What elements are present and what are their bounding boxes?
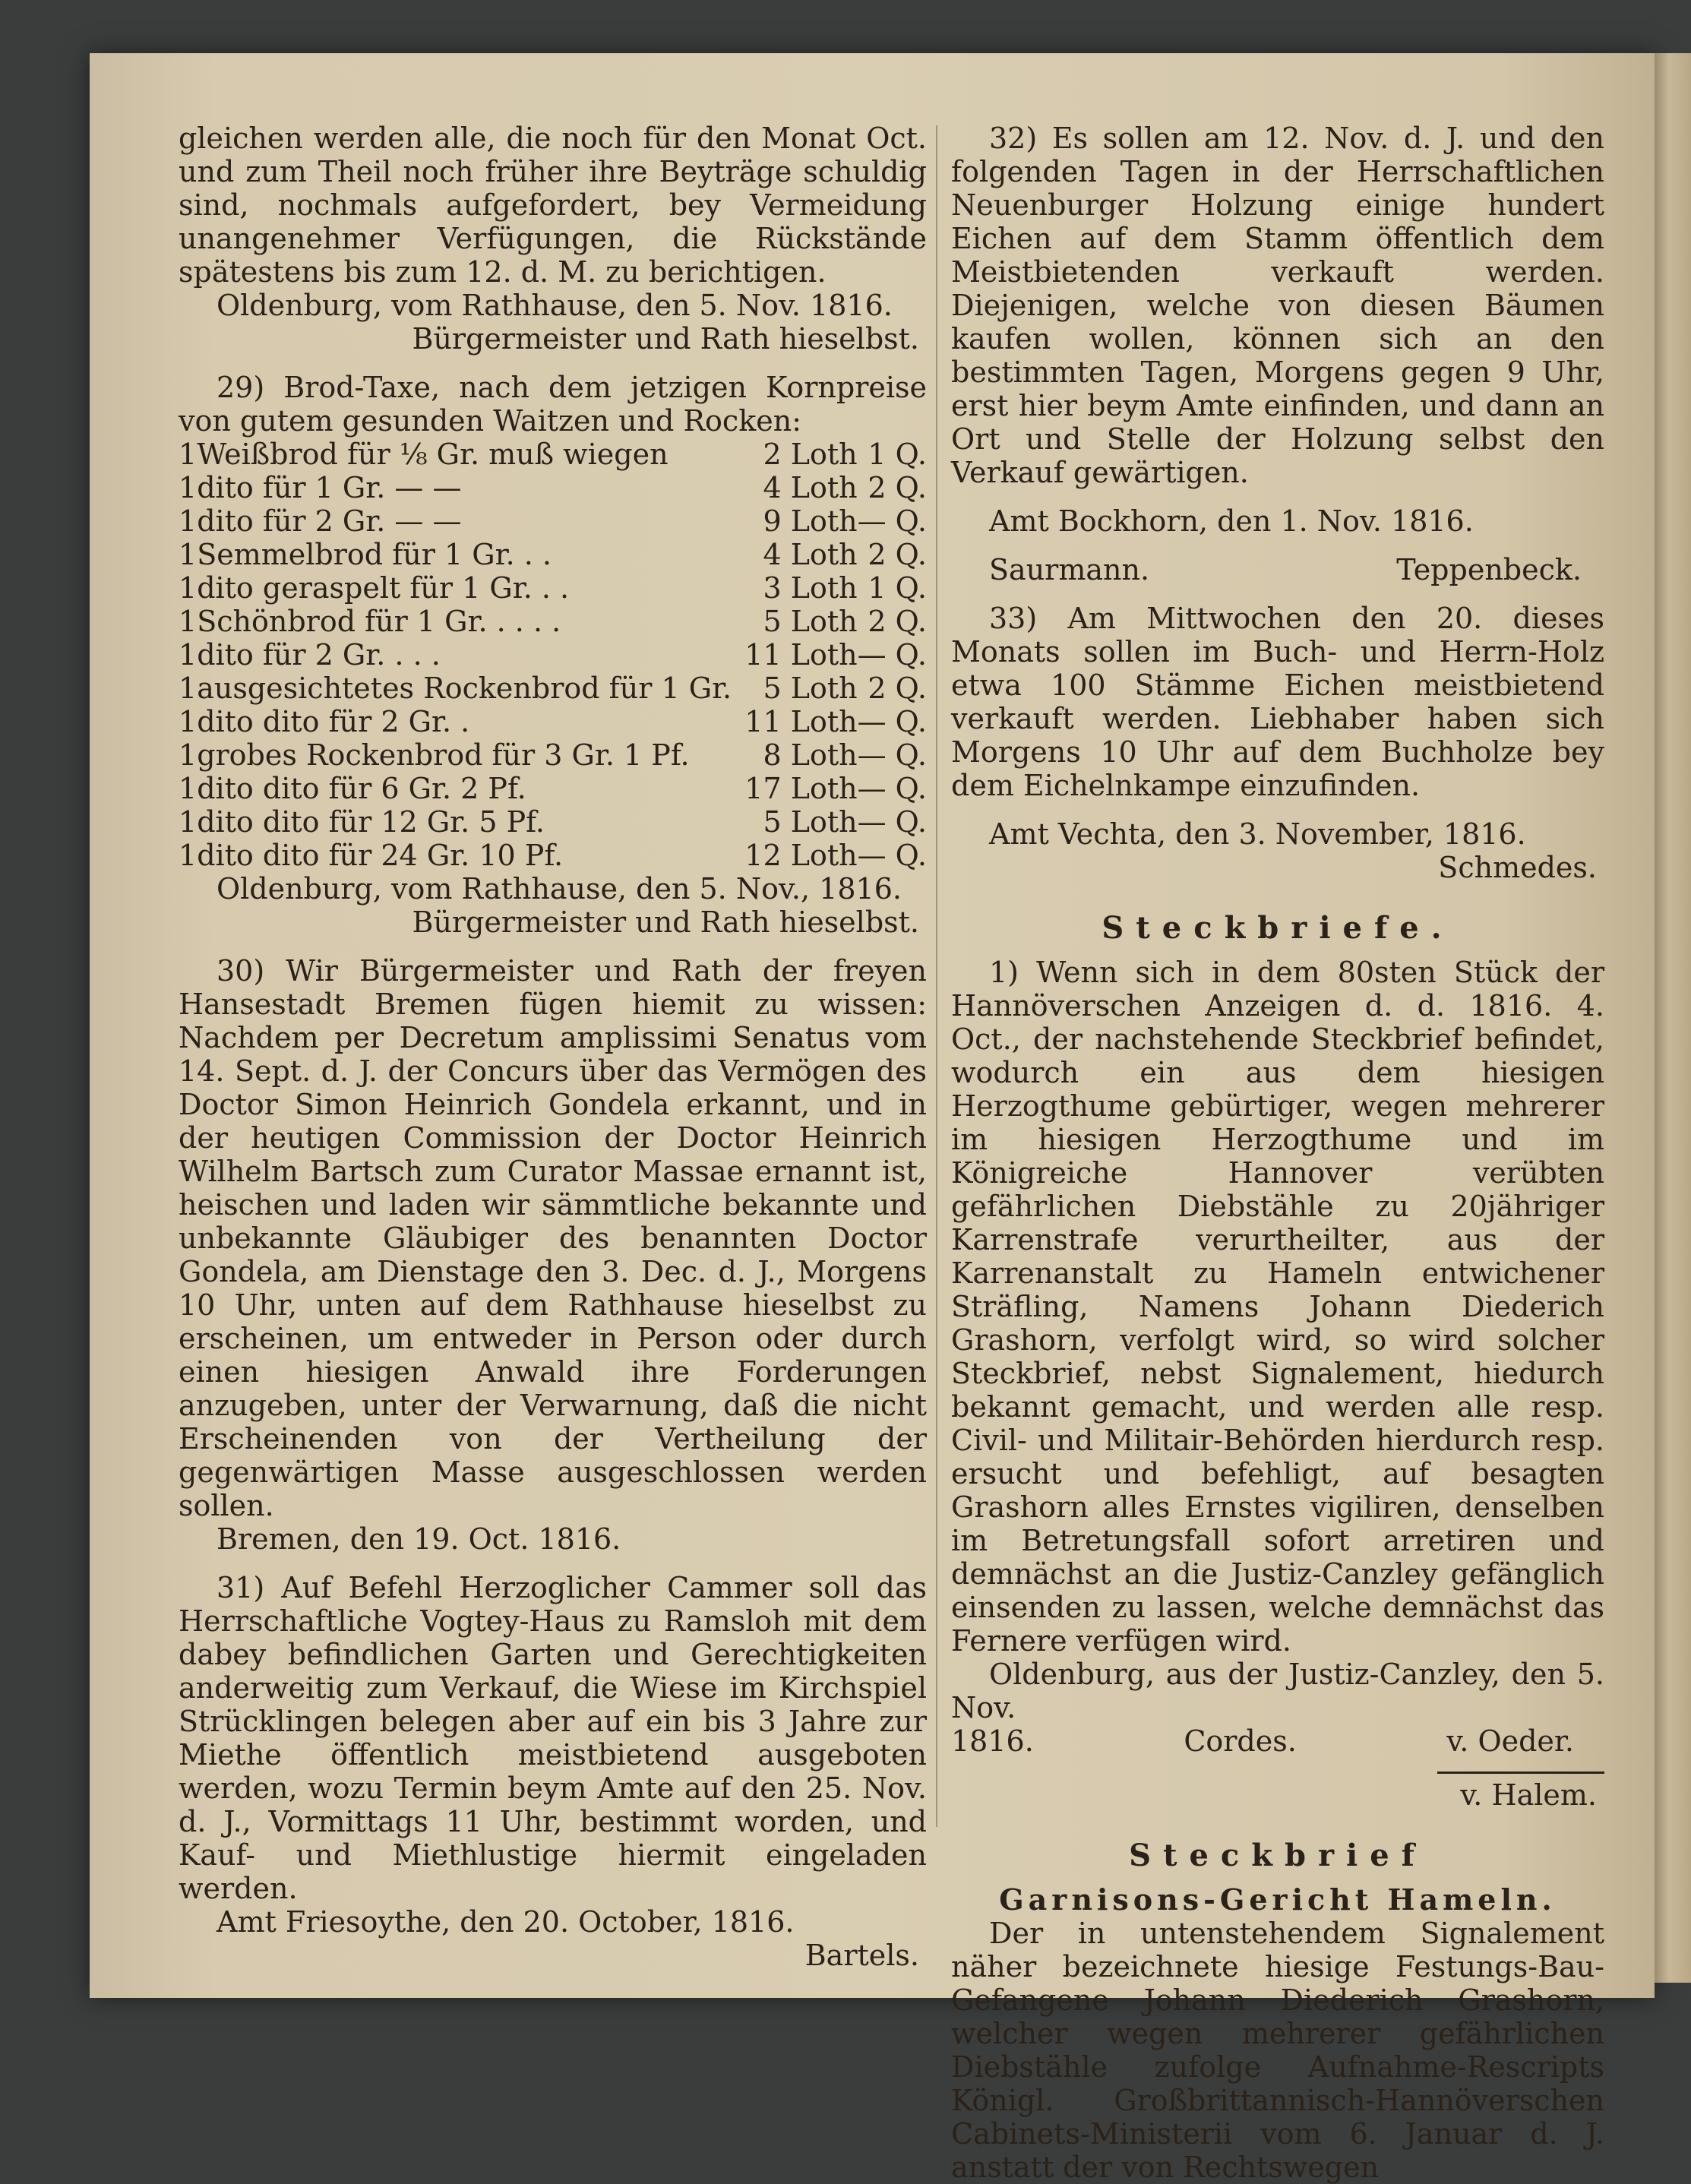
notice-bremen-date: Bremen, den 19. Oct. 1816. (217, 1522, 621, 1556)
bread-count: 1 (179, 772, 198, 805)
notice-contributions-date: Oldenburg, vom Rathhause, den 5. Nov. 1816. (217, 289, 893, 322)
bread-weight: 8 Loth (763, 738, 858, 772)
bread-item: dito dito für 6 Gr. 2 Pf. (197, 772, 526, 805)
bread-item: dito für 1 Gr. — — (197, 471, 462, 504)
bread-tax-row (179, 438, 927, 471)
notice-neuenburg-date: Amt Bockhorn, den 1. Nov. 1816. (989, 504, 1474, 538)
bread-tax-row (179, 638, 927, 672)
bread-item: grobes Rockenbrod für 3 Gr. 1 Pf. (197, 738, 690, 772)
bread-weight: 3 Loth (763, 571, 858, 605)
bread-quentchen: — Q. (857, 772, 927, 805)
warrant-grashorn-signatures (951, 1724, 1604, 1758)
notice-neuenburg: 32) Es sollen am 12. Nov. d. J. und den folgenden Tagen in der Herrschaftlichen Neuenburger Holzung einige hundert Eichen auf dem Stamm öffentlich dem Meistbietenden verkauft werden. Diejenigen, welche von diesen Bäumen kaufen wollen, können sich an den bestimmten Tagen, Morgens gegen 9 Uhr, erst hier beym Amte einfinden, und dann an Ort und Stelle der Holzung selbst den Verkauf gewärtigen. (951, 122, 1604, 489)
bread-tax-row (179, 672, 927, 705)
bread-tax-row (179, 571, 927, 605)
heading-steckbriefe: Steckbriefe. (1102, 910, 1454, 946)
signature-rule (1437, 1772, 1604, 1774)
bread-item: dito für 2 Gr. . . . (197, 638, 441, 672)
bread-count: 1 (179, 638, 198, 672)
bread-weight: 11 Loth (744, 705, 858, 738)
bread-count: 1 (179, 672, 198, 705)
bread-quentchen: — Q. (857, 638, 927, 672)
notice-bremen: 30) Wir Bürgermeister und Rath der freyen Hansestadt Bremen fügen hiemit zu wissen: Nachdem per Decretum amplissimi Senatus vom 14. Sept. d. J. der Concurs über das Vermögen des Doctor Simon Heinrich Gondela erkannt, und in der heutigen Commission der Doctor Heinrich Wilhelm Bartsch zum Curator Massae ernannt ist, heischen und laden wir sämmtliche bekannte und unbekannte Gläubiger des benannten Doctor Gondela, am Dienstage den 3. Dec. d. J., Morgens 10 Uhr, unten auf dem Rathhause hieselbst zu erscheinen, um entweder in Person oder durch einen hiesigen Anwald ihre Forderungen anzugeben, unter der Verwarnung, daß die nicht Erscheinenden von der Vertheilung der gegenwärtigen Masse ausgeschlossen werden sollen. (179, 954, 927, 1522)
bread-weight: 9 Loth (763, 504, 858, 538)
bread-tax-row (179, 772, 927, 805)
bread-weight: 2 Loth (763, 438, 858, 471)
warrant-grashorn-date: Oldenburg, aus der Justiz-Canzley, den 5. Nov. (951, 1658, 1604, 1724)
right-column (951, 122, 1604, 2184)
notice-ramsloh-date: Amt Friesoythe, den 20. October, 1816. (217, 1905, 795, 1939)
bread-quentchen: — Q. (857, 805, 927, 839)
bread-quentchen: — Q. (857, 504, 927, 538)
notice-vechta: 33) Am Mittwochen den 20. dieses Monats sollen im Buch- und Herrn-Holz etwa 100 Stämme Eichen meistbietend verkauft werden. Liebhaber haben sich Morgens 10 Uhr auf dem Buchholze bey dem Eichelnkampe einzufinden. (951, 602, 1604, 802)
bread-count: 1 (179, 471, 198, 504)
bread-quentchen: 2 Q. (868, 672, 927, 705)
bread-tax-row (179, 705, 927, 738)
bread-tax-row (179, 471, 927, 504)
bread-quentchen: 2 Q. (868, 471, 927, 504)
bread-quentchen: 1 Q. (868, 438, 927, 471)
signature-oeder: v. Oeder. (1446, 1724, 1574, 1758)
bread-quentchen: 2 Q. (868, 538, 927, 571)
bread-tax-row (179, 738, 927, 772)
bread-item: dito dito für 12 Gr. 5 Pf. (197, 805, 545, 839)
bread-count: 1 (179, 571, 198, 605)
bread-weight: 11 Loth (744, 638, 858, 672)
bread-tax-row (179, 839, 927, 872)
bread-quentchen: 2 Q. (868, 605, 927, 638)
signature-halem: v. Halem. (1460, 1778, 1597, 1812)
bread-item: dito dito für 2 Gr. . (197, 705, 470, 738)
notice-ramsloh-signature: Bartels. (804, 1939, 919, 1972)
bread-tax-intro: 29) Brod-Taxe, nach dem jetzigen Kornpreise von gutem gesunden Waitzen und Rocken: (179, 371, 927, 438)
bread-weight: 5 Loth (763, 805, 858, 839)
bread-quentchen: — Q. (857, 738, 927, 772)
bread-weight: 12 Loth (744, 839, 858, 872)
notice-vechta-date: Amt Vechta, den 3. November, 1816. (989, 817, 1526, 851)
notice-vechta-signature: Schmedes. (1438, 851, 1597, 884)
bread-count: 1 (179, 839, 198, 872)
bread-quentchen: 1 Q. (868, 571, 927, 605)
column-divider (936, 125, 937, 1827)
heading-steckbrief: Steckbrief (1129, 1838, 1427, 1873)
bread-tax-row (179, 504, 927, 538)
warrant-grashorn: 1) Wenn sich in dem 80sten Stück der Hannöverschen Anzeigen d. d. 1816. 4. Oct., der nachstehende Steckbrief befindet, wodurch ein aus dem hiesigen Herzogthume gebürtiger, wegen mehrerer im hiesigen Herzogthume und im Königreiche Hannover verübten gefährlichen Diebstähle zu 20jähriger Karrenstrafe verurtheilter, aus der Karrenanstalt zu Hameln entwichener Sträfling, Namens Johann Diederich Grashorn, verfolgt wird, so wird solcher Steckbrief, nebst Signalement, hiedurch bekannt gemacht, und werden alle resp. Civil- und Militair-Behörden hierdurch resp. ersucht und befehligt, auf besagten Grashorn alles Ernstes vigiliren, denselben im Betretungsfall sofort arretiren und demnächst an die Justiz-Canzley gefänglich einsenden zu lassen, welche demnächst das Fernere verfügen wird. (951, 956, 1604, 1658)
bread-tax-signature: Bürgermeister und Rath hieselbst. (412, 906, 919, 939)
signature-teppenbeck: Teppenbeck. (1396, 553, 1582, 586)
bread-item: ausgesichtetes Rockenbrod für 1 Gr. (197, 672, 732, 705)
bread-tax-table (179, 438, 927, 872)
notice-ramsloh: 31) Auf Befehl Herzoglicher Cammer soll das Herrschaftliche Vogtey-Haus zu Ramsloh mit dem dabey befindlichen Garten und Gerechtigkeiten anderweitig zum Verkauf, die Wiese im Kirchspiel Strücklingen belegen aber auf ein bis 3 Jahre zur Miethe öffentlich meistbietend ausgeboten werden, wozu Termin beym Amte auf den 25. Nov. d. J., Vormittags 11 Uhr, bestimmt worden, und Kauf- und Miethlustige hiermit eingeladen werden. (179, 1571, 927, 1905)
signature-cordes: Cordes. (1184, 1724, 1297, 1758)
warrant-year: 1816. (951, 1724, 1034, 1758)
bread-quentchen: — Q. (857, 705, 927, 738)
bread-weight: 5 Loth (763, 672, 858, 705)
subheading-garrison-court: Garnisons-Gericht Hameln. (999, 1882, 1557, 1917)
bread-count: 1 (179, 504, 198, 538)
bread-item: dito dito für 24 Gr. 10 Pf. (197, 839, 564, 872)
bread-weight: 4 Loth (763, 471, 858, 504)
bread-item: Schönbrod für 1 Gr. . . . . (197, 605, 561, 638)
bread-count: 1 (179, 805, 198, 839)
bread-count: 1 (179, 738, 198, 772)
bread-count: 1 (179, 605, 198, 638)
bread-count: 1 (179, 705, 198, 738)
bread-item: dito für 2 Gr. — — (197, 504, 462, 538)
bread-item: Weißbrod für ⅛ Gr. muß wiegen (197, 438, 668, 471)
bread-weight: 4 Loth (763, 538, 858, 571)
bread-count: 1 (179, 538, 198, 571)
bread-tax-date: Oldenburg, vom Rathhause, den 5. Nov., 1816. (217, 872, 902, 906)
signature-saurmann: Saurmann. (989, 553, 1150, 586)
bread-weight: 5 Loth (763, 605, 858, 638)
left-column (179, 122, 927, 1972)
bread-count: 1 (179, 438, 198, 471)
notice-contributions-signature: Bürgermeister und Rath hieselbst. (412, 322, 919, 356)
bread-tax-row (179, 805, 927, 839)
warrant-hameln: Der in untenstehendem Signalement näher bezeichnete hiesige Festungs-Bau-Gefangene Johann Diederich Grashorn, welcher wegen mehrerer gefährlichen Diebstähle zufolge Aufnahme-Rescripts Königl. Großbrittannisch-Hannöverschen Cabinets-Ministerii vom 6. Januar d. J. anstatt der von Rechtswegen (951, 1917, 1604, 2184)
notice-contributions: gleichen werden alle, die noch für den Monat Oct. und zum Theil noch früher ihre Beyträge schuldig sind, nochmals aufgefordert, bey Vermeidung unangenehmer Verfügungen, die Rückstände spätestens bis zum 12. d. M. zu berichtigen. (179, 122, 927, 289)
bread-item: dito geraspelt für 1 Gr. . . (197, 571, 570, 605)
bread-tax-row (179, 538, 927, 571)
page-edge (1655, 53, 1691, 1983)
bread-quentchen: — Q. (857, 839, 927, 872)
bread-tax-row (179, 605, 927, 638)
bread-weight: 17 Loth (744, 772, 858, 805)
notice-neuenburg-signatures (951, 553, 1604, 586)
bread-item: Semmelbrod für 1 Gr. . . (197, 538, 552, 571)
